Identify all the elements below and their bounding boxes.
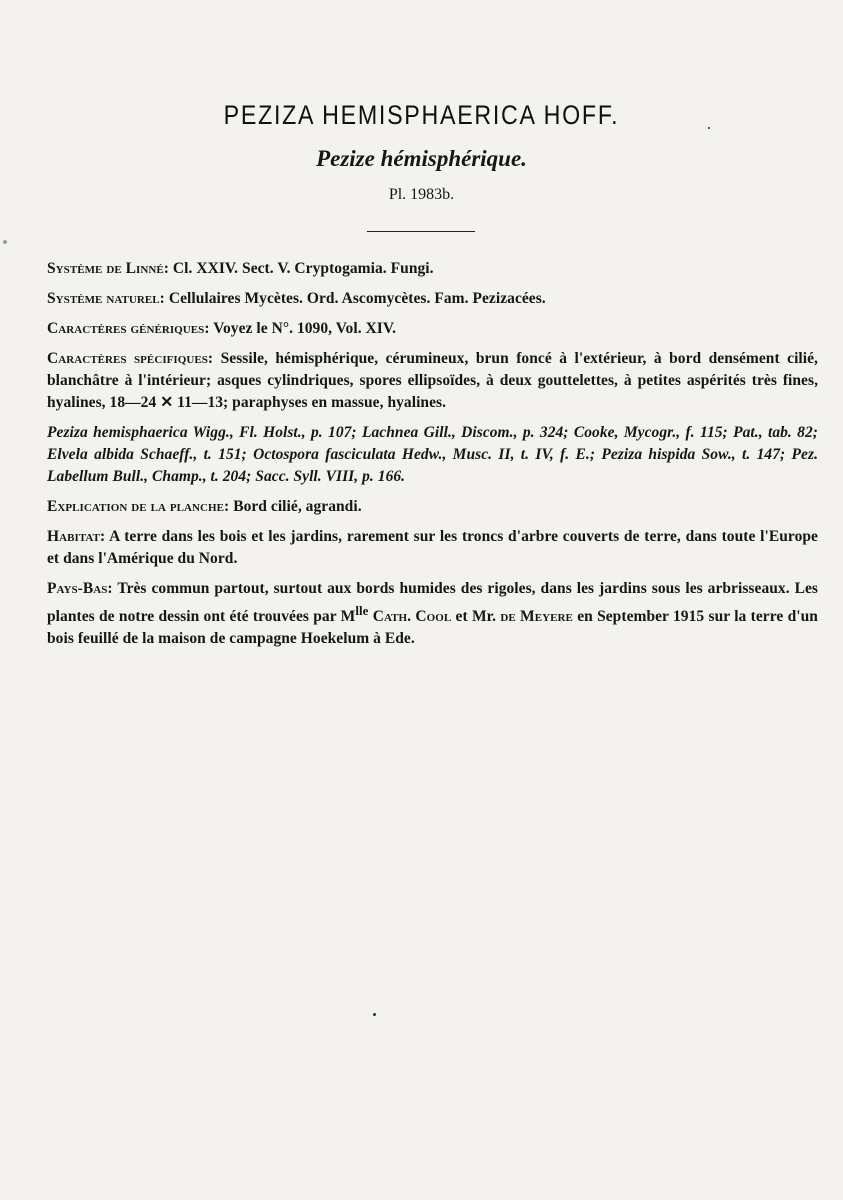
section-text: Sessile, hémisphérique, cérumineux, brun foncé à l'extérieur, à bord densément cilié, blanchâtre à l'intérieur; asques cylindriques, spores ellipsoïdes, à deux gouttelettes, à petites aspérités très fines, hyalines, 18—24 ✕ 11—13; paraphyses en massue, hyalines. [47,350,818,411]
section-label: Explication de la planche: [47,498,230,515]
section-habitat [47,526,818,570]
section-label: Habitat: [47,528,106,545]
section-text: en September 1915 sur la terre d'un bois feuillé de la maison de campagne Hoekelum à Ede. [47,608,818,648]
section-label: Caractères génériques: [47,320,210,337]
section-label: Système de Linné: [47,260,169,277]
section-label: Système naturel: [47,290,165,307]
section-label: Caractères spécifiques: [47,350,214,367]
section-text: Voyez le N°. 1090, Vol. XIV. [213,320,397,337]
page-subtitle: Pezize hémisphérique. [316,146,527,171]
section-explication [47,496,818,518]
collector-name: de Meyere [500,608,573,626]
section-linne [47,258,818,280]
section-paysbas [47,578,818,650]
section-naturel [47,288,818,310]
superscript: lle [355,603,369,618]
paper-speck [708,127,710,129]
section-label: Pays-Bas: [47,580,113,597]
paper-speck [373,1013,376,1016]
section-specifiques [47,348,818,414]
section-text: Bord cilié, agrandi. [233,498,362,515]
page-title: PEZIZA HEMISPHAERICA HOFF. [223,100,620,130]
collector-name: Cath. Cool [372,608,452,626]
section-synonyms: Peziza hemisphaerica Wigg., Fl. Holst., p. 107; Lachnea Gill., Discom., p. 324; Cooke, Mycogr., f. 115; Pat., tab. 82; Elvela albida Schaeff., t. 151; Octospora fasciculata Hedw., Musc. II, t. IV, f. E.; Peziza hispida Sow., t. 147; Pez. Labellum Bull., Champ., t. 204; Sacc. Syll. VIII, p. 166. [47,424,818,485]
title-divider [367,231,475,232]
section-text: A terre dans les bois et les jardins, rarement sur les troncs d'arbre couverts de terre, dans toute l'Europe et dans l'Amérique du Nord. [47,528,818,567]
paper-speck [3,240,7,244]
section-text: et Mr. [455,608,497,626]
description-body [47,258,818,658]
section-text: Cl. XXIV. Sect. V. Cryptogamia. Fungi. [172,260,434,277]
section-generiques [47,318,818,340]
plate-number: Pl. 1983b. [388,186,455,203]
section-text: Cellulaires Mycètes. Ord. Ascomycètes. Fam. Pezizacées. [168,290,546,307]
section-text: Très commun partout, surtout aux bords humides des rigoles, dans les jardins sous les arbrisseaux. Les plantes de notre dessin ont été trouvées par M [47,580,818,626]
